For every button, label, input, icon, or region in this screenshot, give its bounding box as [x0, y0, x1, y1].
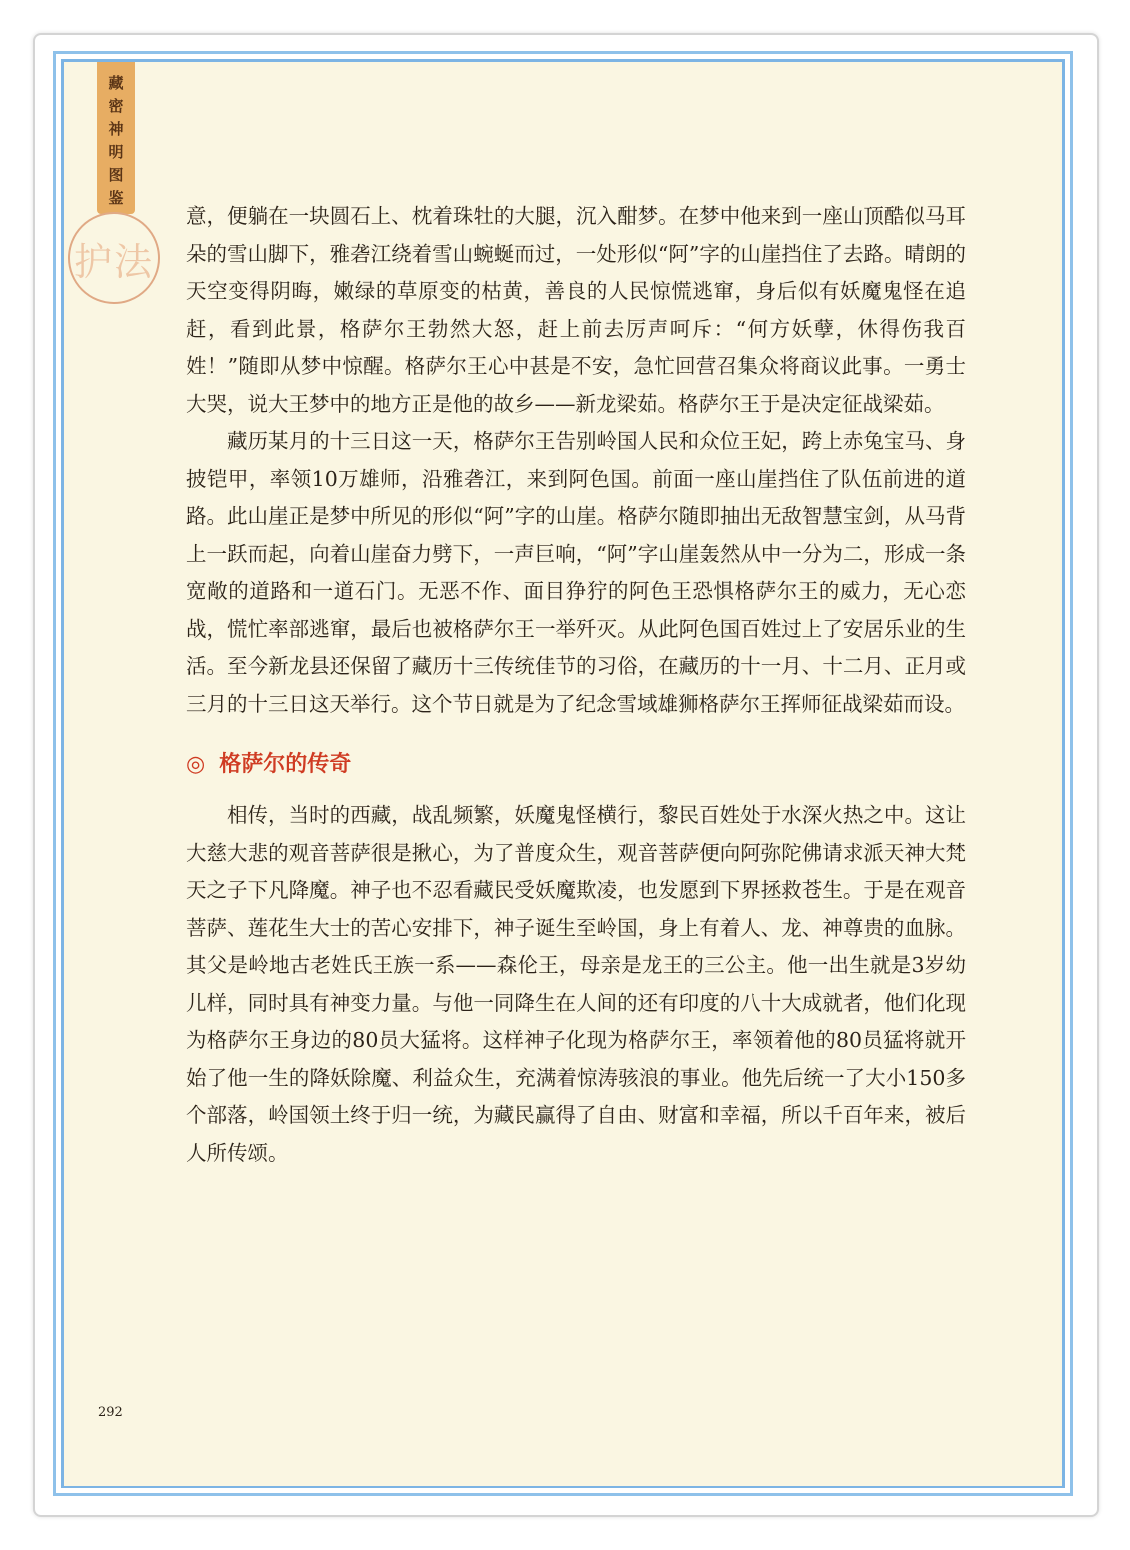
book-title-char: 藏 [108, 74, 124, 92]
chapter-seal-stamp [68, 212, 160, 304]
book-title-char: 图 [108, 166, 124, 184]
body-paragraph: 意，便躺在一块圆石上、枕着珠牡的大腿，沉入酣梦。在梦中他来到一座山顶酷似马耳朵的雪山脚下，雅砻江绕着雪山蜿蜒而过，一处形似“阿”字的山崖挡住了去路。晴朗的天空变得阴晦，嫩绿的草原变的枯黄，善良的人民惊慌逃窜，身后似有妖魔鬼怪在追赶，看到此景，格萨尔王勃然大怒，赶上前去厉声呵斥：“何方妖孽，休得伤我百姓！”随即从梦中惊醒。格萨尔王心中甚是不安，急忙回营召集众将商议此事。一勇士大哭，说大王梦中的地方正是他的故乡——新龙梁茹。格萨尔王于是决定征战梁茹。 [186, 204, 966, 416]
book-title-char: 鉴 [108, 189, 124, 207]
section-heading [186, 745, 966, 785]
section-bullet-icon: ◎ [186, 752, 206, 777]
book-title-char: 密 [108, 97, 124, 115]
page-number: 292 [98, 1405, 123, 1420]
book-title-tab [97, 62, 135, 214]
book-title-char: 明 [108, 143, 124, 161]
seal-text: 护法 [73, 239, 154, 284]
body-paragraph: 相传，当时的西藏，战乱频繁，妖魔鬼怪横行，黎民百姓处于水深火热之中。这让大慈大悲的观音菩萨很是揪心，为了普度众生，观音菩萨便向阿弥陀佛请求派天神大梵天之子下凡降魔。神子也不忍看藏民受妖魔欺凌，也发愿到下界拯救苍生。于是在观音菩萨、莲花生大士的苦心安排下，神子诞生至岭国，身上有着人、龙、神尊贵的血脉。其父是岭地古老姓氏王族一系——森伦王，母亲是龙王的三公主。他一出生就是3岁幼儿样，同时具有神变力量。与他一同降生在人间的还有印度的八十大成就者，他们化现为格萨尔王身边的80员大猛将。这样神子化现为格萨尔王，率领着他的80员猛将就开始了他一生的降妖除魔、利益众生，充满着惊涛骇浪的事业。他先后统一了大小150多个部落，岭国领土终于归一统，为藏民赢得了自由、财富和幸福，所以千百年来，被后人所传颂。 [186, 803, 966, 1165]
book-title-char: 神 [108, 120, 124, 138]
main-text-content [186, 198, 966, 1172]
section-title: 格萨尔的传奇 [219, 752, 352, 777]
body-paragraph: 藏历某月的十三日这一天，格萨尔王告别岭国人民和众位王妃，跨上赤兔宝马、身披铠甲，率领10万雄师，沿雅砻江，来到阿色国。前面一座山崖挡住了队伍前进的道路。此山崖正是梦中所见的形似“阿”字的山崖。格萨尔随即抽出无敌智慧宝剑，从马背上一跃而起，向着山崖奋力劈下，一声巨响，“阿”字山崖轰然从中一分为二，形成一条宽敞的道路和一道石门。无恶不作、面目狰狞的阿色王恐惧格萨尔王的威力，无心恋战，慌忙率部逃窜，最后也被格萨尔王一举歼灭。从此阿色国百姓过上了安居乐业的生活。至今新龙县还保留了藏历十三传统佳节的习俗，在藏历的十一月、十二月、正月或三月的十三日这天举行。这个节日就是为了纪念雪域雄狮格萨尔王挥师征战梁茹而设。 [186, 429, 966, 716]
